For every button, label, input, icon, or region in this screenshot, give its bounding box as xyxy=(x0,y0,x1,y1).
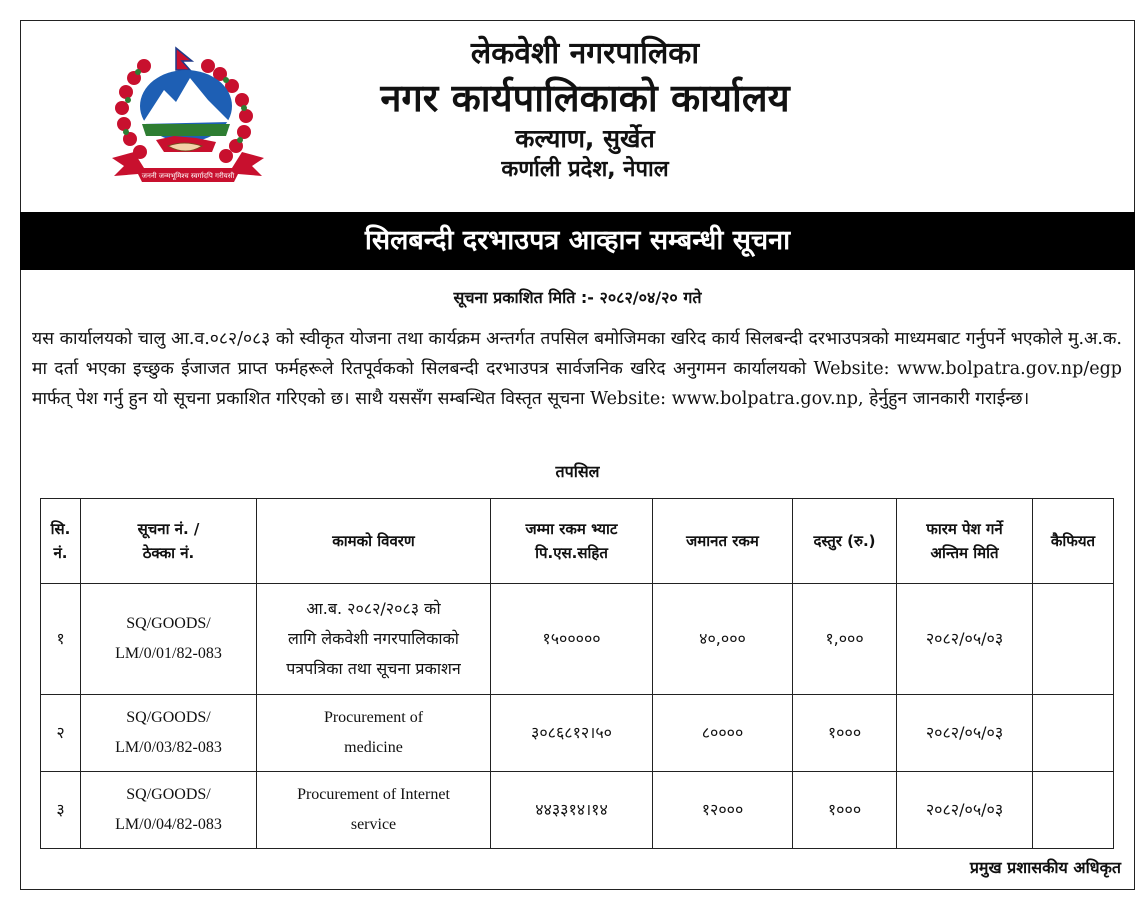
office-location: कल्याण, सुर्खेत xyxy=(515,124,655,153)
cell-amount: ४४३३१४।१४ xyxy=(491,772,653,849)
cell-fee: १,००० xyxy=(793,584,897,695)
cell-ref: SQ/GOODS/ LM/0/01/82-083 xyxy=(81,584,257,695)
cell-fee: १००० xyxy=(793,772,897,849)
cell-ref: SQ/GOODS/ LM/0/03/82-083 xyxy=(81,695,257,772)
table-header-row xyxy=(41,499,1114,584)
emblem-graphic xyxy=(104,44,272,186)
cell-remarks xyxy=(1033,772,1114,849)
office-name: नगर कार्यपालिकाको कार्यालय xyxy=(380,76,790,120)
cell-security: ८०००० xyxy=(653,695,793,772)
header-notice-no: सूचना नं. / ठेक्का नं. xyxy=(81,499,257,584)
cell-fee: १००० xyxy=(793,695,897,772)
cell-deadline: २०८२/०५/०३ xyxy=(897,584,1033,695)
cell-deadline: २०८२/०५/०३ xyxy=(897,695,1033,772)
cell-description: Procurement of Internet service xyxy=(257,772,491,849)
office-header xyxy=(290,34,880,185)
cell-sn: १ xyxy=(41,584,81,695)
cell-remarks xyxy=(1033,695,1114,772)
header-deadline: फारम पेश गर्ने अन्तिम मिति xyxy=(897,499,1033,584)
header-description: कामको विवरण xyxy=(257,499,491,584)
procurement-schedule-table xyxy=(40,498,1114,849)
cell-security: ४०,००० xyxy=(653,584,793,695)
cell-deadline: २०८२/०५/०३ xyxy=(897,772,1033,849)
cell-amount: १५००००० xyxy=(491,584,653,695)
schedule-title: तपसिल xyxy=(555,462,600,481)
published-date: सूचना प्रकाशित मिति :- २०८२/०४/२० गते xyxy=(453,288,702,307)
notice-title-banner: सिलबन्दी दरभाउपत्र आव्हान सम्बन्धी सूचना xyxy=(20,212,1135,270)
cell-amount: ३०८६८१२।५० xyxy=(491,695,653,772)
table-row xyxy=(41,695,1114,772)
table-row xyxy=(41,584,1114,695)
cell-security: १२००० xyxy=(653,772,793,849)
cell-sn: ३ xyxy=(41,772,81,849)
header-sn: सि. नं. xyxy=(41,499,81,584)
cell-description: Procurement of medicine xyxy=(257,695,491,772)
header-amount: जम्मा रकम भ्याट पि.एस.सहित xyxy=(491,499,653,584)
cell-description: आ.ब. २०८२/२०८३ को लागि लेकवेशी नगरपालिकाको पत्रपत्रिका तथा सूचना प्रकाशन xyxy=(257,584,491,695)
municipality-name: लेकवेशी नगरपालिका xyxy=(470,36,700,71)
header-remarks: कैफियत xyxy=(1033,499,1114,584)
nepal-government-emblem xyxy=(104,44,272,186)
cell-sn: २ xyxy=(41,695,81,772)
cell-remarks xyxy=(1033,584,1114,695)
notice-body: यस कार्यालयको चालु आ.व.०८२/०८३ को स्वीकृत योजना तथा कार्यक्रम अन्तर्गत तपसिल बमोजिमका खरिद कार्य सिलबन्दी दरभाउपत्रको माध्यमबाट गर्नुपर्ने भएकोले मु.अ.क. मा दर्ता भएका इच्छुक ईजाजत प्राप्त फर्महरूले रितपूर्वकको सिलबन्दी दरभाउपत्र सार्वजनिक खरिद अनुगमन कार्यालयको Website: www.bolpatra.gov.np/egp मार्फत् पेश गर्नु हुन यो सूचना प्रकाशित गरिएको छ। साथै यससँग सम्बन्धित विस्तृत सूचना Website: www.bolpatra.gov.np, हेर्नुहुन जानकारी गराईन्छ। xyxy=(32,329,1122,409)
table-row xyxy=(41,772,1114,849)
emblem-motto: जननी जन्मभूमिश्च स्वर्गादपि गरीयसी xyxy=(141,172,235,180)
header-security: जमानत रकम xyxy=(653,499,793,584)
cell-ref: SQ/GOODS/ LM/0/04/82-083 xyxy=(81,772,257,849)
province-country: कर्णाली प्रदेश, नेपाल xyxy=(501,157,669,182)
signatory-title: प्रमुख प्रशासकीय अधिकृत xyxy=(969,858,1121,877)
header-fee: दस्तुर (रु.) xyxy=(793,499,897,584)
